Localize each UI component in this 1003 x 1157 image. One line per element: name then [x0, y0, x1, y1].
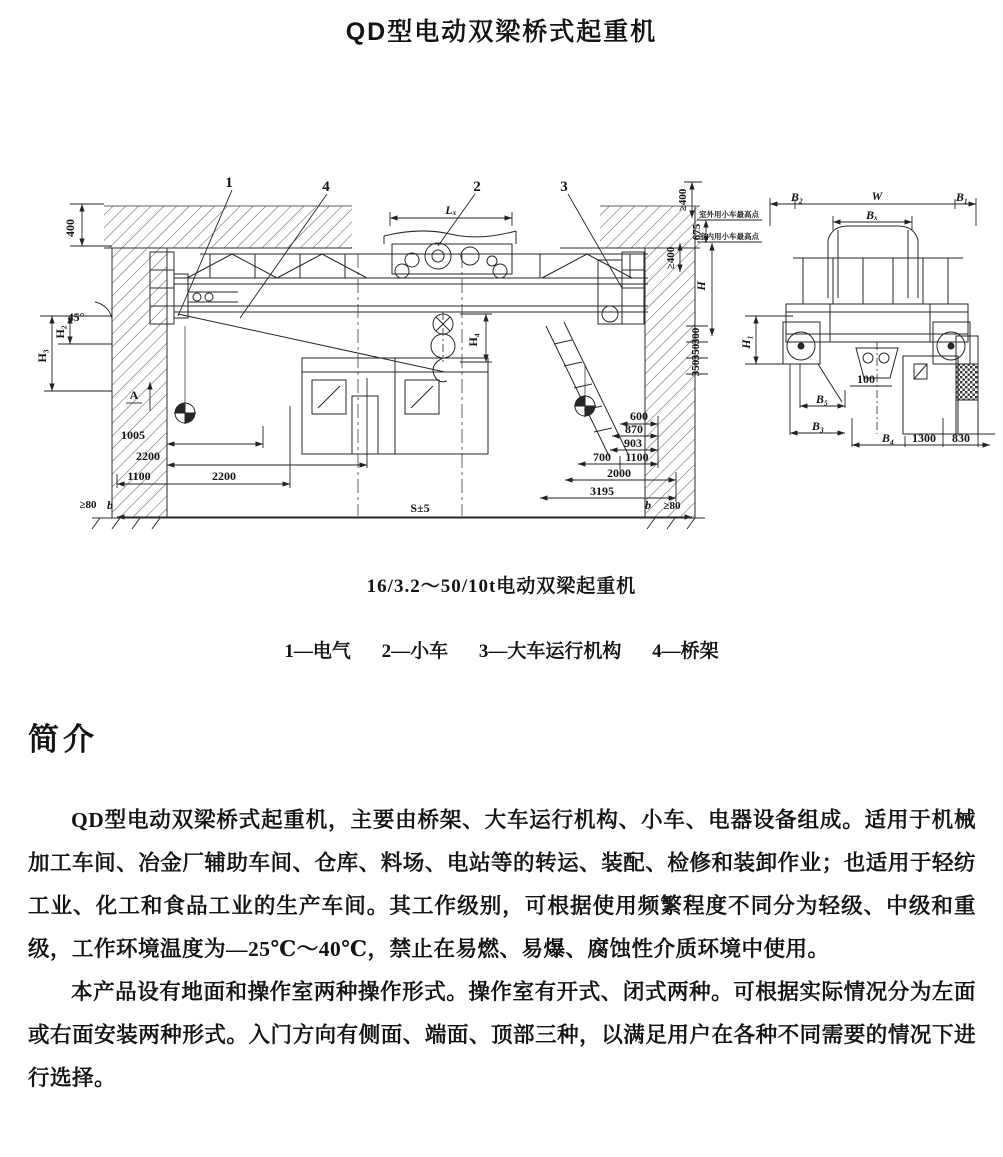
dim-w: W — [871, 189, 883, 203]
intro-paragraph-2: 本产品设有地面和操作室两种操作形式。操作室有开式、闭式两种。可根据实际情况分为左面或右面安装两种形式。入门方向有侧面、端面、顶部三种，以满足用户在各种不同需要的情况下进行选择。 — [28, 980, 976, 1090]
dim-b1: B₁ — [955, 190, 969, 204]
dim-gap-350b: 350 — [690, 359, 702, 377]
dim-h1: H₁ — [739, 335, 753, 349]
legend-item-travel-mechanism: 3—大车运行机构 — [478, 641, 622, 662]
legend-item-trolley: 2—小车 — [381, 641, 449, 662]
dim-bx: Bₓ — [865, 208, 879, 222]
dim-2000: 2000 — [607, 466, 631, 480]
dim-h3: H₃ — [35, 349, 49, 363]
hoist-limit-symbols — [174, 326, 596, 424]
technical-drawing — [0, 166, 1003, 544]
dim-1100-right: 1100 — [625, 450, 649, 464]
note-indoor-trolley-top: 室内用小车最高点 — [699, 232, 759, 241]
operator-cab — [178, 314, 488, 454]
dim-45deg: 45° — [67, 310, 85, 324]
dim-a-label: A — [129, 388, 139, 402]
dim-gap-300: 300 — [690, 327, 702, 345]
dim-h-total: H — [694, 281, 708, 291]
legend-item-bridge: 4—桥架 — [652, 641, 719, 662]
dim-3195: 3195 — [590, 484, 614, 498]
dim-1300: 1300 — [912, 431, 936, 445]
callout-4: 4 — [322, 179, 330, 195]
dim-830: 830 — [952, 431, 970, 445]
callout-2: 2 — [473, 179, 481, 195]
dim-ge80-right: ≥80 — [663, 500, 681, 512]
dim-b2: B₂ — [790, 190, 804, 204]
bridge-girder — [174, 254, 648, 516]
dim-903: 903 — [624, 436, 642, 450]
dim-h4: H₄ — [466, 333, 480, 347]
callout-1: 1 — [225, 175, 233, 191]
dim-ge400-top: ≥400 — [677, 188, 689, 212]
dim-b5: B₅ — [815, 392, 829, 406]
dim-ge400-mid: ≥400 — [665, 246, 677, 270]
dim-2200-b: 2200 — [212, 469, 236, 483]
dim-600: 600 — [630, 409, 648, 423]
dim-ge80-left: ≥80 — [79, 499, 97, 511]
dim-gap-350a: 350 — [690, 343, 702, 361]
side-view-structure — [783, 226, 995, 434]
section-heading-intro: 简介 — [28, 722, 98, 757]
dim-b-right: b — [645, 498, 651, 512]
dim-2200-a: 2200 — [136, 449, 160, 463]
figure-legend — [0, 636, 1003, 663]
dim-1100-left: 1100 — [127, 469, 151, 483]
callout-3: 3 — [560, 179, 568, 195]
dim-lx: Lₓ — [445, 203, 457, 217]
note-outdoor-trolley-top: 室外用小车最高点 — [699, 210, 759, 219]
ladder — [546, 322, 628, 458]
dim-b4: B₄ — [881, 431, 895, 445]
intro-paragraph-1: QD型电动双梁桥式起重机，主要由桥架、大车运行机构、小车、电器设备组成。适用于机械加工车间、冶金厂辅助车间、仓库、料场、电站等的转运、装配、检修和装卸作业；也适用于轻纺工业、化工和食品工业的生产车间。其工作级别，可根据使用频繁程度不同分为轻级、中级和重级，工作环境温度为—25℃～40℃，禁止在易燃、易爆、腐蚀性介质环境中使用。 — [28, 808, 976, 961]
dim-700: 700 — [593, 450, 611, 464]
dim-h2: H₂ — [53, 325, 67, 339]
page-title: QD型电动双梁桥式起重机 — [345, 18, 658, 46]
dim-870: 870 — [625, 422, 643, 436]
dim-675: 675 — [691, 223, 703, 241]
dim-100: 100 — [857, 372, 875, 386]
legend-item-electrical: 1—电气 — [284, 641, 351, 662]
figure-caption: 16/3.2～50/10t电动双梁起重机 — [366, 576, 637, 597]
dim-span-s: S±5 — [410, 501, 430, 515]
dim-b-left: b — [107, 498, 113, 512]
dim-b3: B₃ — [811, 419, 825, 433]
dim-400-left: 400 — [63, 219, 77, 237]
dim-1005: 1005 — [121, 428, 145, 442]
intro-body — [28, 799, 976, 1100]
